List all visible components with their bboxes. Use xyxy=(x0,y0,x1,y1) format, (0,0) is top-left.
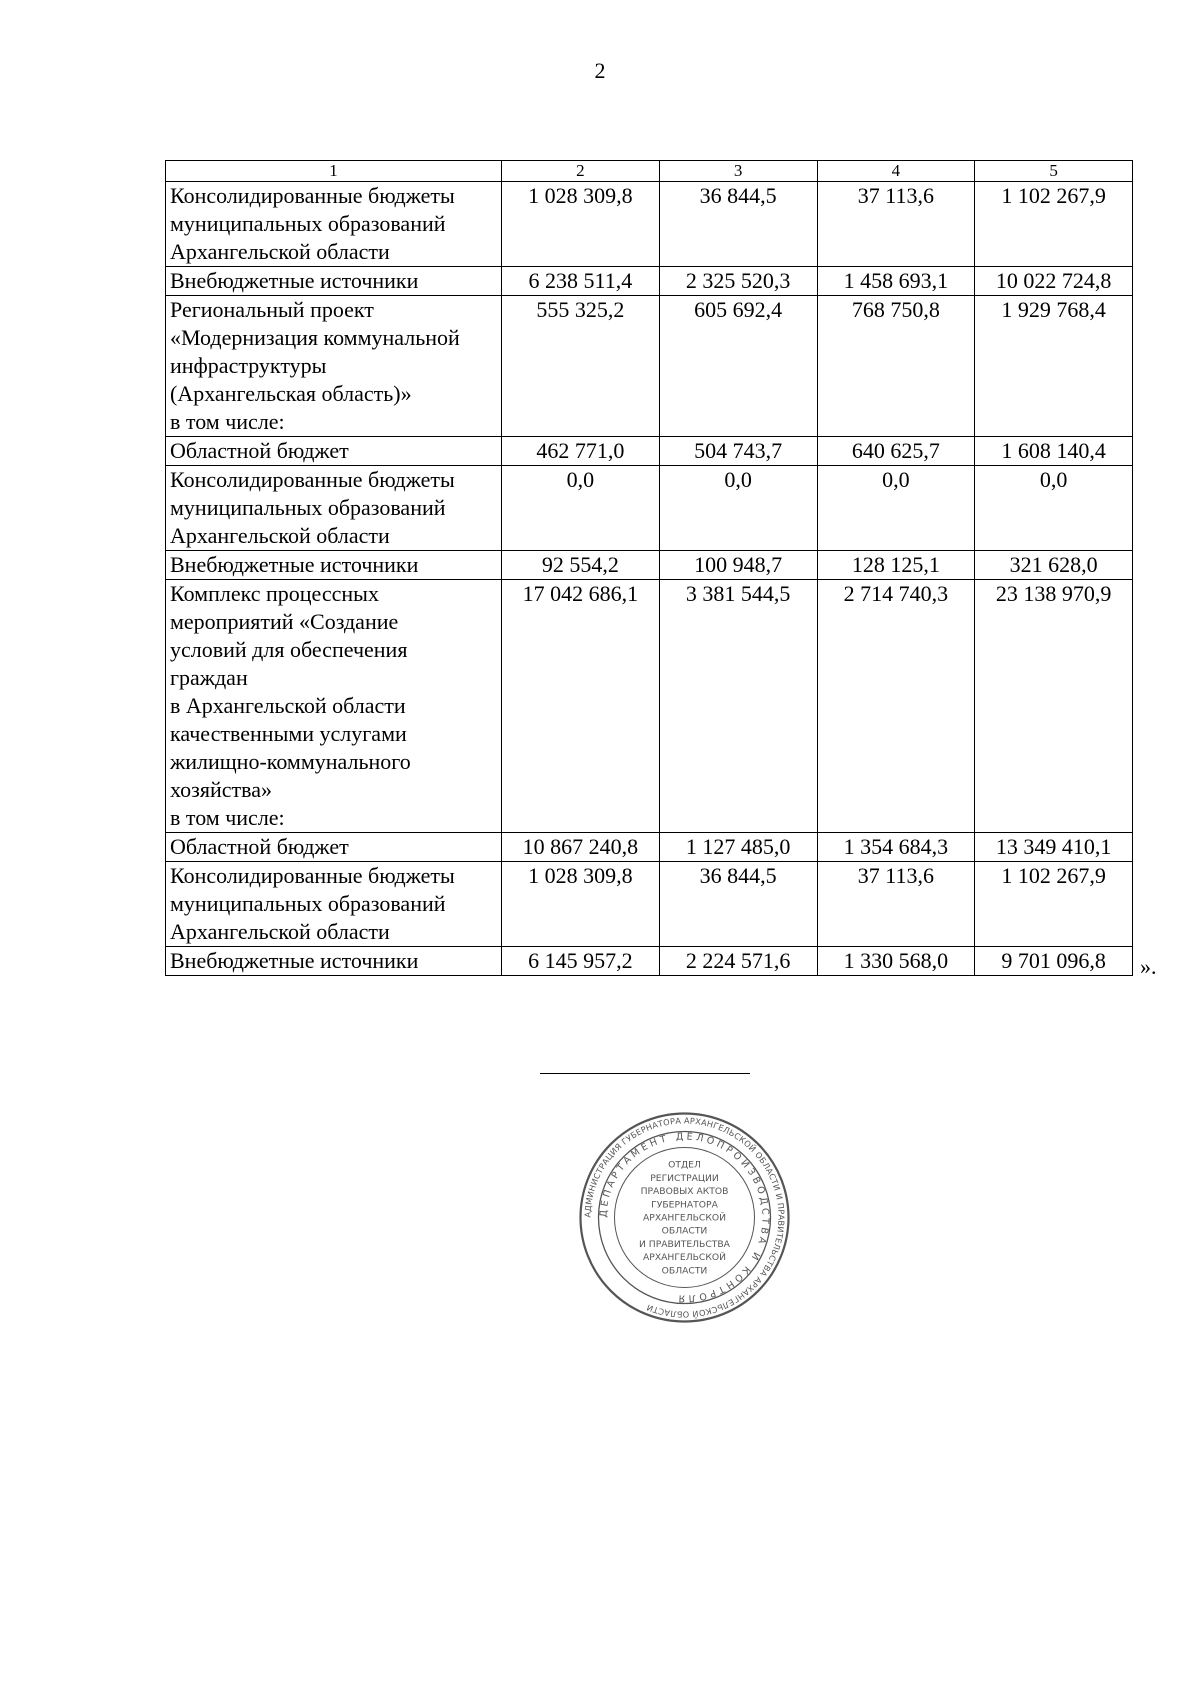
row-label: Областной бюджет xyxy=(166,833,502,862)
row-label: Консолидированные бюджеты муниципальных образований Архангельской области xyxy=(166,862,502,947)
cell-value: 2 714 740,3 xyxy=(817,580,975,833)
closing-quote: ». xyxy=(1140,954,1157,979)
row-label: Внебюджетные источники xyxy=(166,267,502,296)
cell-value: 2 325 520,3 xyxy=(659,267,817,296)
table-body xyxy=(166,182,1133,976)
cell-value: 92 554,2 xyxy=(502,551,660,580)
row-label: Консолидированные бюджеты муниципальных образований Архангельской области xyxy=(166,466,502,551)
cell-value: 0,0 xyxy=(502,466,660,551)
cell-value: 640 625,7 xyxy=(817,437,975,466)
seal-center-line: АРХАНГЕЛЬСКОЙ xyxy=(643,1252,726,1264)
table-row xyxy=(166,296,1133,437)
cell-value: 37 113,6 xyxy=(817,862,975,947)
cell-value: 504 743,7 xyxy=(659,437,817,466)
cell-value: 1 028 309,8 xyxy=(502,862,660,947)
cell-value: 0,0 xyxy=(817,466,975,551)
official-seal-stamp xyxy=(577,1110,792,1325)
cell-value: 605 692,4 xyxy=(659,296,817,437)
end-of-document-rule xyxy=(540,1073,750,1074)
row-label: Консолидированные бюджеты муниципальных образований Архангельской области xyxy=(166,182,502,267)
cell-value: 0,0 xyxy=(975,466,1133,551)
cell-value: 37 113,6 xyxy=(817,182,975,267)
cell-value: 1 608 140,4 xyxy=(975,437,1133,466)
seal-inner-ring-text: ДЕПАРТАМЕНТ ДЕЛОПРОИЗВОДСТВА И КОНТРОЛЯ xyxy=(598,1131,771,1304)
table-row xyxy=(166,833,1133,862)
cell-value: 128 125,1 xyxy=(817,551,975,580)
table-row xyxy=(166,947,1133,976)
cell-value: 3 381 544,5 xyxy=(659,580,817,833)
seal-center-line: АРХАНГЕЛЬСКОЙ xyxy=(643,1212,726,1224)
cell-value: 36 844,5 xyxy=(659,862,817,947)
cell-value: 1 354 684,3 xyxy=(817,833,975,862)
cell-value: 6 238 511,4 xyxy=(502,267,660,296)
table-row xyxy=(166,580,1133,833)
cell-value: 1 102 267,9 xyxy=(975,862,1133,947)
seal-center-line: ОБЛАСТИ xyxy=(661,1265,708,1277)
seal-center-line: ПРАВОВЫХ АКТОВ xyxy=(640,1186,729,1198)
seal-center-text xyxy=(639,1160,731,1277)
seal-center-line: РЕГИСТРАЦИИ xyxy=(650,1172,719,1184)
seal-center-line: И ПРАВИТЕЛЬСТВА xyxy=(639,1238,730,1250)
table-row xyxy=(166,267,1133,296)
table-row xyxy=(166,551,1133,580)
budget-table xyxy=(165,160,1133,976)
cell-value: 2 224 571,6 xyxy=(659,947,817,976)
row-label: Областной бюджет xyxy=(166,437,502,466)
table-row xyxy=(166,182,1133,267)
seal-center-line: ГУБЕРНАТОРА xyxy=(651,1199,718,1211)
cell-value: 9 701 096,8 xyxy=(975,947,1133,976)
cell-value: 36 844,5 xyxy=(659,182,817,267)
row-label: Внебюджетные источники xyxy=(166,947,502,976)
table-header-row xyxy=(166,161,1133,182)
column-header: 1 xyxy=(166,161,502,182)
cell-value: 768 750,8 xyxy=(817,296,975,437)
cell-value: 555 325,2 xyxy=(502,296,660,437)
cell-value: 1 929 768,4 xyxy=(975,296,1133,437)
cell-value: 1 028 309,8 xyxy=(502,182,660,267)
cell-value: 0,0 xyxy=(659,466,817,551)
cell-value: 6 145 957,2 xyxy=(502,947,660,976)
cell-value: 321 628,0 xyxy=(975,551,1133,580)
cell-value: 17 042 686,1 xyxy=(502,580,660,833)
seal-center-line: ОТДЕЛ xyxy=(668,1159,701,1171)
table-row xyxy=(166,437,1133,466)
cell-value: 100 948,7 xyxy=(659,551,817,580)
page-number: 2 xyxy=(594,58,606,83)
column-header: 4 xyxy=(817,161,975,182)
cell-value: 10 867 240,8 xyxy=(502,833,660,862)
column-header: 2 xyxy=(502,161,660,182)
seal-outer-ring-text: АДМИНИСТРАЦИЯ ГУБЕРНАТОРА АРХАНГЕЛЬСКОЙ ОБЛАСТИ И ПРАВИТЕЛЬСТВА АРХАНГЕЛЬСКОЙ ОБЛАСТИ xyxy=(582,1115,787,1320)
cell-value: 462 771,0 xyxy=(502,437,660,466)
cell-value: 13 349 410,1 xyxy=(975,833,1133,862)
cell-value: 1 458 693,1 xyxy=(817,267,975,296)
table-row xyxy=(166,466,1133,551)
table-row xyxy=(166,862,1133,947)
cell-value: 1 102 267,9 xyxy=(975,182,1133,267)
column-header: 3 xyxy=(659,161,817,182)
column-header: 5 xyxy=(975,161,1133,182)
cell-value: 1 127 485,0 xyxy=(659,833,817,862)
row-label: Региональный проект «Модернизация коммунальной инфраструктуры (Архангельская область)» в том числе: xyxy=(166,296,502,437)
row-label: Комплекс процессных мероприятий «Создание условий для обеспечения граждан в Архангельской области качественными услугами жилищно-коммунального хозяйства» в том числе: xyxy=(166,580,502,833)
seal-center-line: ОБЛАСТИ xyxy=(661,1225,708,1237)
cell-value: 1 330 568,0 xyxy=(817,947,975,976)
cell-value: 10 022 724,8 xyxy=(975,267,1133,296)
row-label: Внебюджетные источники xyxy=(166,551,502,580)
cell-value: 23 138 970,9 xyxy=(975,580,1133,833)
